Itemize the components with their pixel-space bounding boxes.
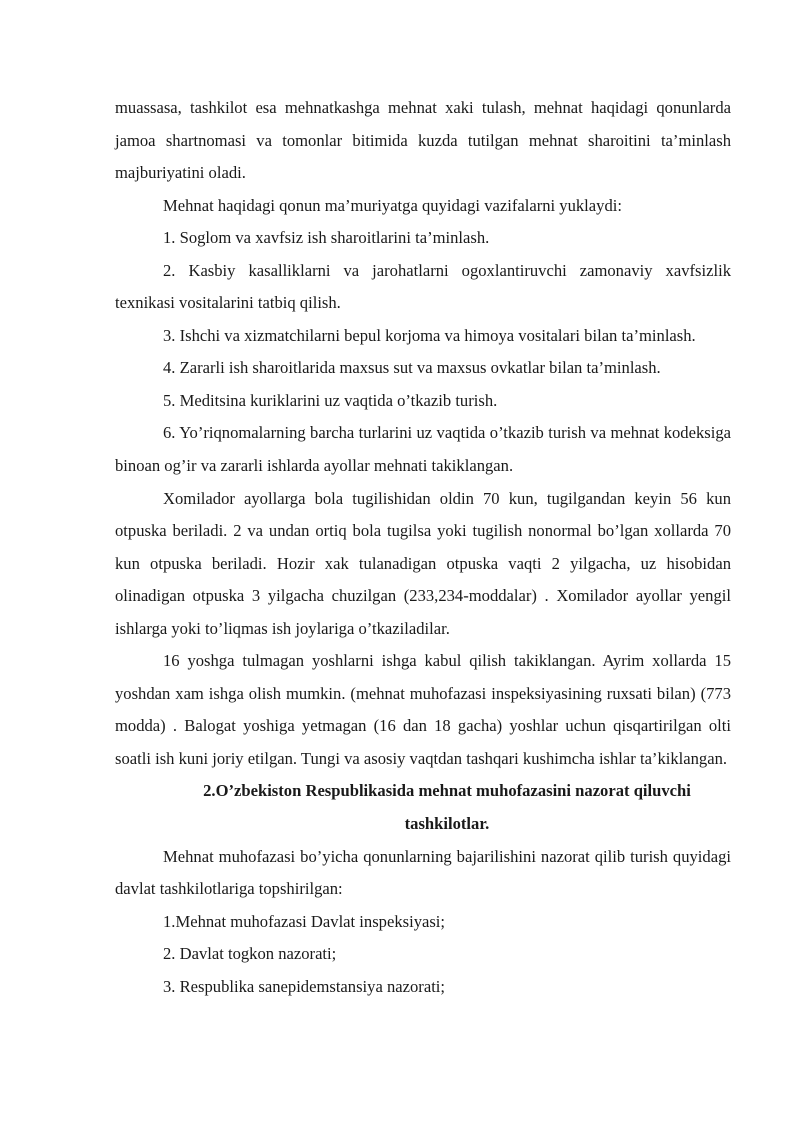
paragraph-intro: Mehnat haqidagi qonun ma’muriyatga quyidagi vazifalarni yuklaydi: <box>163 195 622 215</box>
paragraph-youth-employment: 16 yoshga tulmagan yoshlarni ishga kabul qilish takiklangan. Ayrim xollarda 15 yoshdan xam ishga olish mumkin. (mehnat muhofazasi inspeksiyasining ruxsati bilan) (773 modda) . Balogat yoshiga yetmagan (16 dan 18 gacha) yoshlar uchun qisqartirilgan olti soatli ish kuni joriy etilgan. Tungi va asosiy vaqtdan tashqari kushimcha ishlar ta’kiklangan. <box>115 651 731 768</box>
section-heading: 2.O’zbekiston Respublikasida mehnat muhofazasini nazorat qiluvchi tashkilotlar. <box>203 781 691 834</box>
list-item-6: 6. Yo’riqnomalarning barcha turlarini uz vaqtida o’tkazib turish va mehnat kodeksiga binoan og’ir va zararli ishlarda ayollar mehnati takiklangan. <box>115 423 731 476</box>
list-item-4: 4. Zararli ish sharoitlarida maxsus sut va maxsus ovkatlar bilan ta’minlash. <box>163 358 661 378</box>
paragraph-pregnancy-leave: Xomilador ayollarga bola tugilishidan oldin 70 kun, tugilgandan keyin 56 kun otpuska beriladi. 2 va undan ortiq bola tugilsa yoki tugilish nonormal bo’lgan xollarda 70 kun otpuska beriladi. Hozir xak tulanadigan otpuska vaqti 2 yilgacha, uz hisobidan olinadigan otpuska 3 yilgacha chuzilgan (233,234-moddalar) . Xomilador ayollar yengil ishlarga yoki to’liqmas ish joylariga o’tkaziladilar. <box>115 488 731 638</box>
org-list-item-2: 2. Davlat togkon nazorati; <box>163 944 337 964</box>
list-item-5: 5. Meditsina kuriklarini uz vaqtida o’tkazib turish. <box>163 390 498 410</box>
document-body <box>115 92 731 1003</box>
org-list-item-3: 3. Respublika sanepidemstansiya nazorati; <box>163 976 446 996</box>
paragraph-continuation: muassasa, tashkilot esa mehnatkashga mehnat xaki tulash, mehnat haqidagi qonunlarda jamoa shartnomasi va tomonlar bitimida kuzda tutilgan mehnat sharoitini ta’minlash majburiyatini oladi. <box>115 98 731 183</box>
paragraph-supervision: Mehnat muhofazasi bo’yicha qonunlarning bajarilishini nazorat qilib turish quyidagi davlat tashkilotlariga topshirilgan: <box>115 846 731 899</box>
org-list-item-1: 1.Mehnat muhofazasi Davlat inspeksiyasi; <box>163 911 446 931</box>
list-item-3: 3. Ishchi va xizmatchilarni bepul korjoma va himoya vositalari bilan ta’minlash. <box>163 325 696 345</box>
list-item-2: 2. Kasbiy kasalliklarni va jarohatlarni ogoxlantiruvchi zamonaviy xavfsizlik texnikasi vositalarini tatbiq qilish. <box>115 260 731 313</box>
list-item-1: 1. Soglom va xavfsiz ish sharoitlarini ta’minlash. <box>163 228 490 248</box>
